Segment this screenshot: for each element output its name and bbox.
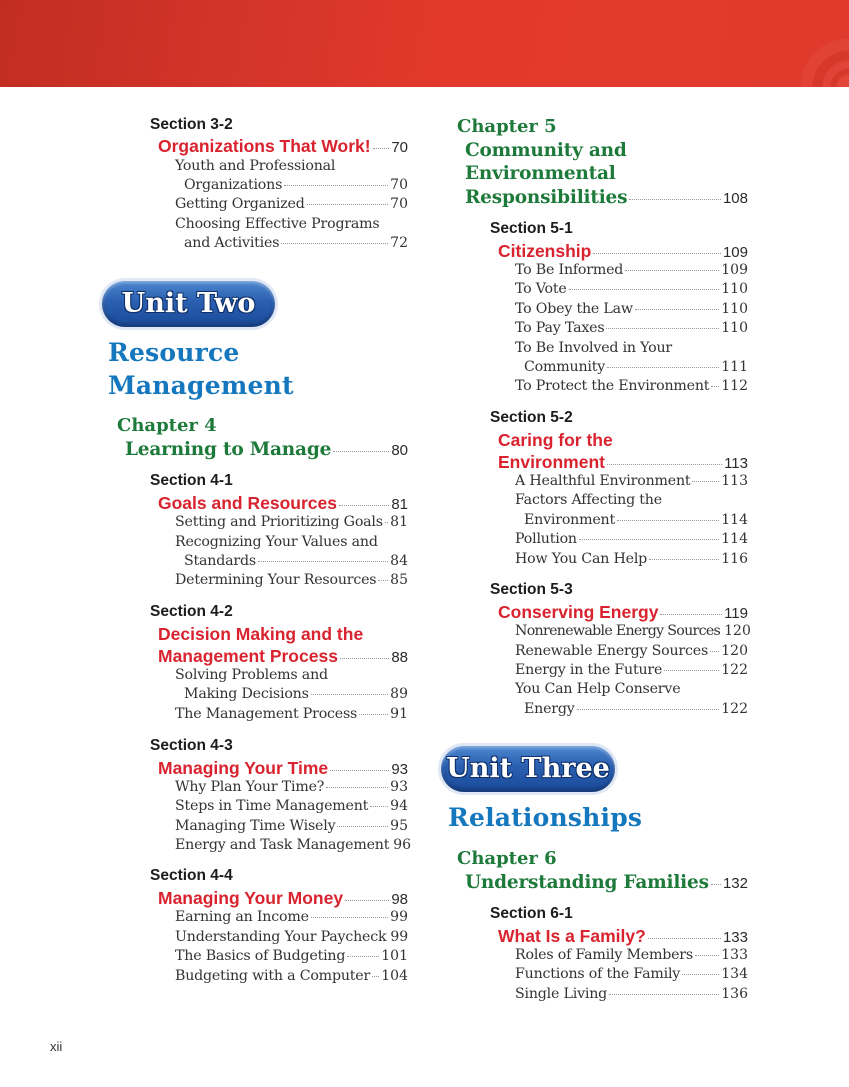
topic-title: Organizations <box>184 177 283 193</box>
toc-entry-topic[interactable] <box>524 359 748 375</box>
header-banner <box>0 0 849 87</box>
page-number: 109 <box>722 244 748 261</box>
section-title: Citizenship <box>498 241 592 261</box>
topic-line: You Can Help Conserve <box>515 681 681 697</box>
toc-entry-topic[interactable] <box>184 235 408 251</box>
topic-title: Determining Your Resources <box>175 572 377 588</box>
leader-dots <box>330 769 389 771</box>
page-number: 95 <box>390 818 408 834</box>
topic-title: Setting and Prioritizing Goals <box>175 514 383 530</box>
section-title: What Is a Family? <box>498 926 646 946</box>
topic-title: Steps in Time Management <box>175 798 369 814</box>
topic-title: Making Decisions <box>184 686 309 702</box>
leader-dots <box>339 504 389 506</box>
leader-dots <box>281 242 388 244</box>
section-title: Conserving Energy <box>498 602 659 622</box>
section-label: Section 4-4 <box>150 867 233 884</box>
toc-entry-topic[interactable] <box>524 512 748 528</box>
topic-line: Choosing Effective Programs <box>175 216 380 232</box>
toc-entry-topic[interactable] <box>175 837 412 853</box>
leader-dots <box>711 883 721 885</box>
leader-dots <box>629 198 721 200</box>
topic-title: Why Plan Your Time? <box>175 779 325 795</box>
section-label: Section 6-1 <box>490 905 573 922</box>
toc-entry-section-title[interactable] <box>158 646 408 667</box>
page-number: 70 <box>390 196 408 212</box>
leader-dots <box>710 650 719 652</box>
section-label: Section 4-3 <box>150 737 233 754</box>
toc-entry-topic[interactable] <box>175 909 408 925</box>
topic-title: Earning an Income <box>175 909 309 925</box>
leader-dots <box>370 805 388 807</box>
toc-entry-section-title[interactable] <box>498 241 748 262</box>
leader-dots <box>593 252 721 254</box>
toc-entry-topic[interactable] <box>515 551 748 567</box>
toc-entry-topic[interactable] <box>515 281 748 297</box>
page-number: 89 <box>390 686 408 702</box>
toc-entry-chapter[interactable] <box>465 187 748 208</box>
topic-title: Renewable Energy Sources <box>515 643 709 659</box>
topic-title: Standards <box>184 553 256 569</box>
leader-dots <box>333 450 389 452</box>
toc-entry-section-title[interactable] <box>158 758 408 779</box>
topic-title: Environment <box>524 512 615 528</box>
leader-dots <box>711 385 719 387</box>
section-title: Goals and Resources <box>158 493 337 513</box>
section-title: Managing Your Time <box>158 758 329 778</box>
page-number: 84 <box>390 553 408 569</box>
topic-line: Youth and Professional <box>175 158 336 174</box>
page-number: 94 <box>390 798 408 814</box>
section-title: Managing Your Money <box>158 888 344 908</box>
section-title: Environment <box>498 452 605 472</box>
chapter-title: Responsibilities <box>465 187 628 208</box>
topic-title: Single Living <box>515 986 608 1002</box>
toc-entry-topic[interactable] <box>515 947 748 963</box>
page-number: 96 <box>393 837 412 853</box>
section-label: Section 4-2 <box>150 603 233 620</box>
page-number: 110 <box>721 281 748 297</box>
topic-title: Pollution <box>515 531 577 547</box>
leader-dots <box>606 327 719 329</box>
topic-title: Managing Time Wisely <box>175 818 336 834</box>
page-number: 104 <box>381 968 408 984</box>
leader-dots <box>617 519 719 521</box>
topic-title: Community <box>524 359 606 375</box>
leader-dots <box>337 825 388 827</box>
toc-entry-topic[interactable] <box>515 473 748 489</box>
page-number: 101 <box>381 948 408 964</box>
topic-title: Energy <box>524 701 575 717</box>
chapter-title-line: Environmental <box>465 163 616 184</box>
page-number: 111 <box>721 359 748 375</box>
page-number: 108 <box>722 190 748 207</box>
topic-title: Budgeting with a Computer <box>175 968 371 984</box>
page-number: 122 <box>721 662 748 678</box>
page-number: 113 <box>721 473 748 489</box>
toc-entry-topic[interactable] <box>524 701 748 717</box>
page-number: 110 <box>721 301 748 317</box>
leader-dots <box>569 288 720 290</box>
page-number: 136 <box>721 986 748 1002</box>
leader-dots <box>307 203 389 205</box>
page-number: 133 <box>721 947 748 963</box>
toc-entry-topic[interactable] <box>515 623 751 639</box>
page-number: 70 <box>391 139 408 156</box>
toc-entry-topic[interactable] <box>515 262 748 278</box>
page-number: 120 <box>721 643 748 659</box>
chapter-label: Chapter 4 <box>117 415 217 436</box>
toc-entry-section-title[interactable] <box>498 602 748 623</box>
leader-dots <box>695 954 719 956</box>
leader-dots <box>326 786 388 788</box>
topic-title: A Healthful Environment <box>515 473 691 489</box>
toc-entry-section-title[interactable] <box>158 888 408 909</box>
leader-dots <box>660 613 722 615</box>
page-number: 122 <box>721 701 748 717</box>
toc-entry-topic[interactable] <box>175 929 408 945</box>
toc-entry-topic[interactable] <box>184 177 408 193</box>
page-number: 99 <box>390 909 408 925</box>
topic-title: Functions of the Family <box>515 966 681 982</box>
toc-entry-topic[interactable] <box>175 779 408 795</box>
topic-title: To Vote <box>515 281 567 297</box>
leader-dots <box>373 147 390 149</box>
page-number: 120 <box>724 623 751 639</box>
topic-title: Energy in the Future <box>515 662 663 678</box>
toc-entry-topic[interactable] <box>184 686 408 702</box>
section-title: Organizations That Work! <box>158 136 371 156</box>
toc-entry-topic[interactable] <box>175 968 408 984</box>
leader-dots <box>607 463 722 465</box>
chapter-title: Understanding Families <box>465 872 709 893</box>
toc-entry-topic[interactable] <box>175 798 408 814</box>
topic-title: To Obey the Law <box>515 301 633 317</box>
toc-entry-topic[interactable] <box>175 948 408 964</box>
unit-badge: Unit Three <box>441 746 615 792</box>
leader-dots <box>284 184 388 186</box>
page-number: 112 <box>721 378 748 394</box>
page-number: 114 <box>721 512 748 528</box>
leader-dots <box>311 916 388 918</box>
leader-dots <box>625 269 719 271</box>
page-number: 93 <box>391 761 408 778</box>
toc-entry-topic[interactable] <box>515 966 748 982</box>
section-label: Section 5-2 <box>490 409 573 426</box>
leader-dots <box>635 308 719 310</box>
topic-title: To Be Informed <box>515 262 624 278</box>
page-number: 109 <box>721 262 748 278</box>
page-number: 110 <box>721 320 748 336</box>
toc-entry-topic[interactable] <box>184 553 408 569</box>
section-label: Section 3-2 <box>150 116 233 133</box>
page-number: 88 <box>391 649 408 666</box>
page-number: 91 <box>390 706 408 722</box>
leader-dots <box>682 973 719 975</box>
topic-title: Nonrenewable Energy Sources <box>515 623 721 639</box>
topic-title: Energy and Task Management <box>175 837 390 853</box>
toc-entry-chapter[interactable] <box>465 872 748 893</box>
page-number: 113 <box>724 455 748 472</box>
topic-line: Factors Affecting the <box>515 492 662 508</box>
toc-entry-topic[interactable] <box>515 378 748 394</box>
page-number: 93 <box>390 779 408 795</box>
toc-entry-topic[interactable] <box>175 706 408 722</box>
leader-dots <box>649 558 719 560</box>
page-number: 114 <box>721 531 748 547</box>
page-number: 70 <box>390 177 408 193</box>
topic-title: The Management Process <box>175 706 358 722</box>
page-number: 134 <box>721 966 748 982</box>
toc-entry-topic[interactable] <box>515 986 748 1002</box>
topic-title: Roles of Family Members <box>515 947 693 963</box>
section-title: Management Process <box>158 646 338 666</box>
page-number: 72 <box>390 235 408 251</box>
toc-entry-topic[interactable] <box>175 514 408 530</box>
page-number: 85 <box>390 572 408 588</box>
toc-entry-section-title[interactable] <box>158 136 408 157</box>
section-label: Section 5-3 <box>490 581 573 598</box>
leader-dots <box>372 975 379 977</box>
toc-entry-topic[interactable] <box>175 196 408 212</box>
page-number: 81 <box>390 514 408 530</box>
leader-dots <box>345 899 389 901</box>
leader-dots <box>385 521 388 523</box>
chapter-label: Chapter 6 <box>457 848 557 869</box>
toc-entry-topic[interactable] <box>515 320 748 336</box>
leader-dots <box>579 538 719 540</box>
unit-title: Relationships <box>448 803 643 832</box>
section-label: Section 5-1 <box>490 220 573 237</box>
topic-title: Getting Organized <box>175 196 305 212</box>
leader-dots <box>347 955 379 957</box>
leader-dots <box>607 366 719 368</box>
leader-dots <box>378 579 388 581</box>
topic-line: Solving Problems and <box>175 667 328 683</box>
topic-line: To Be Involved in Your <box>515 340 672 356</box>
section-label: Section 4-1 <box>150 472 233 489</box>
page-number: 80 <box>391 442 408 459</box>
chapter-title: Learning to Manage <box>125 439 332 460</box>
leader-dots <box>609 993 719 995</box>
toc-entry-topic[interactable] <box>175 572 408 588</box>
toc-entry-topic[interactable] <box>175 818 408 834</box>
leader-dots <box>692 480 719 482</box>
leader-dots <box>648 937 721 939</box>
section-title-line: Caring for the <box>498 430 613 450</box>
page-number: 119 <box>724 605 748 622</box>
topic-title: Understanding Your Paycheck <box>175 929 387 945</box>
toc-entry-section-title[interactable] <box>158 493 408 514</box>
unit-title-line: Management <box>108 371 294 400</box>
topic-title: The Basics of Budgeting <box>175 948 346 964</box>
leader-dots <box>664 669 719 671</box>
page-number: 116 <box>721 551 748 567</box>
toc-entry-topic[interactable] <box>515 531 748 547</box>
topic-title: How You Can Help <box>515 551 648 567</box>
page-number: 99 <box>390 929 409 945</box>
unit-title-line: Resource <box>108 338 240 367</box>
page-number: 81 <box>391 496 408 513</box>
toc-entry-topic[interactable] <box>515 301 748 317</box>
toc-entry-chapter[interactable] <box>125 439 408 460</box>
leader-dots <box>340 657 389 659</box>
page-number: 98 <box>391 891 408 908</box>
unit-badge: Unit Two <box>102 281 275 327</box>
page-number: 132 <box>722 875 748 892</box>
topic-line: Recognizing Your Values and <box>175 534 378 550</box>
topic-title: To Protect the Environment <box>515 378 710 394</box>
page-number: 133 <box>722 929 748 946</box>
leader-dots <box>311 693 388 695</box>
toc-entry-topic[interactable] <box>515 643 748 659</box>
toc-entry-section-title[interactable] <box>498 926 748 947</box>
toc-entry-topic[interactable] <box>515 662 748 678</box>
chapter-label: Chapter 5 <box>457 116 557 137</box>
topic-title: and Activities <box>184 235 280 251</box>
page-folio: xii <box>50 1039 63 1054</box>
topic-title: To Pay Taxes <box>515 320 605 336</box>
chapter-title-line: Community and <box>465 140 627 161</box>
section-title-line: Decision Making and the <box>158 624 364 644</box>
leader-dots <box>577 708 720 710</box>
toc-entry-section-title[interactable] <box>498 452 748 473</box>
leader-dots <box>359 713 388 715</box>
leader-dots <box>258 560 388 562</box>
